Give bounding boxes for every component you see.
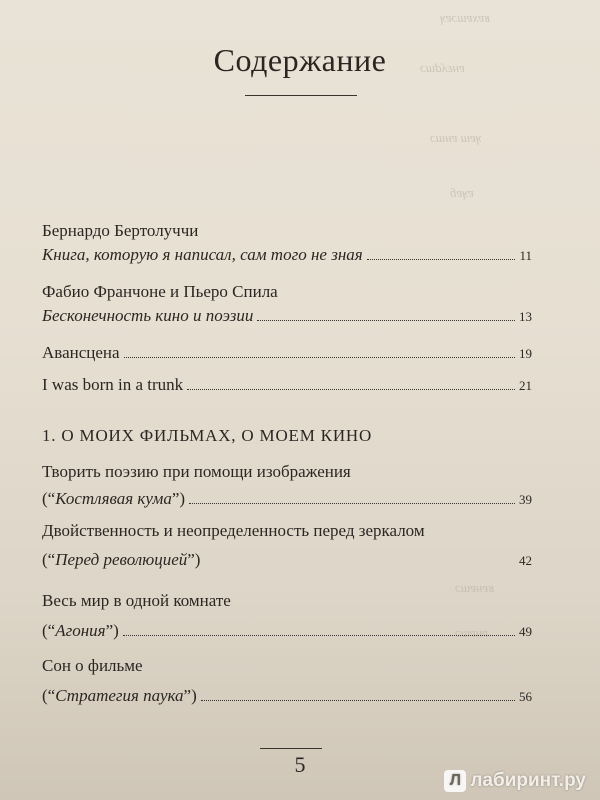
toc-item-title: Весь мир в одной комнате xyxy=(42,591,231,610)
toc-entry-line xyxy=(42,245,532,266)
toc-entry-title: Бесконечность кино и поэзии xyxy=(42,306,254,325)
toc-entry-page: 56 xyxy=(519,689,532,704)
watermark xyxy=(444,770,586,792)
toc-entry-page: 39 xyxy=(519,492,532,507)
toc-entry-line xyxy=(42,621,532,642)
toc-item-title: Двойственность и неопределенность перед зеркалом xyxy=(42,521,425,540)
folio-rule xyxy=(260,748,322,749)
toc-entry-title: Книга, которую я написал, сам того не зная xyxy=(42,245,363,264)
toc-entry-page: 11 xyxy=(519,248,532,263)
toc-entry xyxy=(42,221,532,266)
leader-dots xyxy=(257,320,515,321)
toc-item-title: Творить поэзию при помощи изображения xyxy=(42,462,351,481)
toc-section-item xyxy=(42,591,532,642)
labirint-logo-icon: Л xyxy=(444,770,466,792)
toc-section-item xyxy=(42,521,532,571)
title-rule xyxy=(245,95,357,96)
toc-entry xyxy=(42,343,532,364)
toc-entry-page: 13 xyxy=(519,309,532,324)
watermark-text: лабиринт.ру xyxy=(470,770,586,791)
section-heading: 1. О МОИХ ФИЛЬМАХ, О МОЕМ КИНО xyxy=(42,426,373,445)
toc-entry-page: 42 xyxy=(519,553,532,568)
toc-entry-line xyxy=(42,375,532,396)
toc-entry-line xyxy=(42,306,532,327)
page-title: Содержание xyxy=(213,42,387,78)
toc-entry-page: 19 xyxy=(519,346,532,361)
toc-item-film: (“Агония”) xyxy=(42,621,119,640)
leader-dots xyxy=(123,635,515,636)
toc-item-film: (“Костлявая кума”) xyxy=(42,489,186,508)
leader-dots xyxy=(187,389,515,390)
toc-entry-author: Фабио Франчоне и Пьеро Спила xyxy=(42,282,278,301)
toc-section-item xyxy=(42,656,532,707)
toc-section-item xyxy=(42,462,532,510)
toc-entry xyxy=(42,282,532,327)
toc-entry xyxy=(42,375,532,396)
toc-entry-title: Авансцена xyxy=(42,343,120,362)
toc-entry-line xyxy=(42,550,532,571)
leader-dots xyxy=(189,503,515,504)
toc-entry-author: Бернардо Бертолуччи xyxy=(42,221,199,240)
book-page: ʁɐxɐɯɔɐʞ ɐнεʎdɯɔ ʞɐɯ ɐнɯɔ ɐʞɐɓ ʁɐнɐɯɔ ɐнɐɯɔ Содержание Бернардо Бертолуччи Книга, которую я написал, сам того не зная 11 Фабио Франчоне и Пьеро Спила Бесконечность кино и поэзии 13 Авансцена 19 I was born in a trunk 21 1. О МОИХ ФИЛЬМАХ, О МОЕМ КИНО Творить поэзию при помощи изображения (“Костлявая кума”) 39 Двойственность и неопределенность перед зеркалом (“Перед революцией”) 42 Весь мир в одной комнате (“Агония”) 49 Сон о фильме (“Стратегия паука”) 56 5 Л лабиринт.ру xyxy=(0,0,600,800)
toc-item-film: (“Перед революцией”) xyxy=(42,550,201,569)
toc-entry-line xyxy=(42,686,532,707)
toc-entry-line xyxy=(42,489,532,510)
toc-item-title: Сон о фильме xyxy=(42,656,143,675)
page-number: 5 xyxy=(294,752,306,777)
toc-entry-page: 21 xyxy=(519,378,532,393)
leader-dots xyxy=(201,700,515,701)
toc-item-film: (“Стратегия паука”) xyxy=(42,686,197,705)
leader-dots xyxy=(124,357,515,358)
leader-dots xyxy=(367,259,516,260)
toc-entry-page: 49 xyxy=(519,624,532,639)
toc-entry-title: I was born in a trunk xyxy=(42,375,184,394)
toc-entry-line xyxy=(42,343,532,364)
